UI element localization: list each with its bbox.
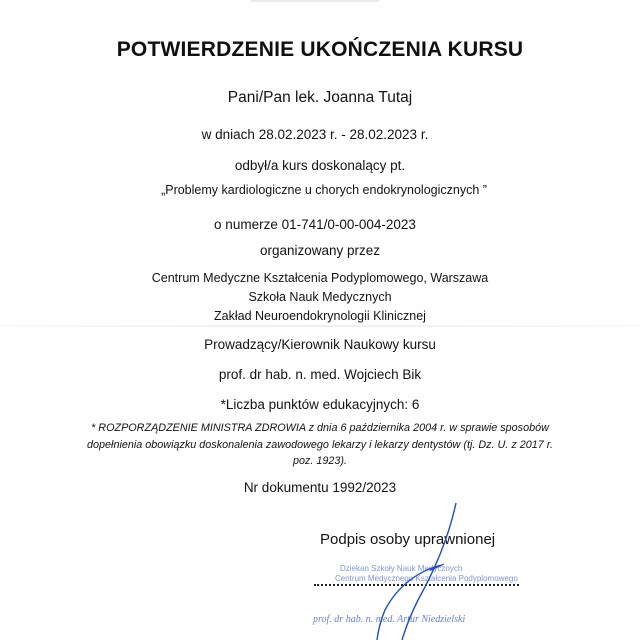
organizer-line: Centrum Medyczne Kształcenia Podyplomowego, Warszawa — [151, 271, 489, 285]
education-points: *Liczba punktów edukacyjnych: 6 — [220, 397, 420, 412]
organized-by-label: organizowany przez — [259, 243, 381, 258]
regulation-note-line: dopełnienia obowiązku doskonalenia zawodowego lekarzy i lekarzy dentystów (tj. Dz. U. z 2017 r. — [87, 439, 553, 451]
completed-line: odbył/a kurs doskonalący pt. — [234, 158, 406, 173]
organizer-line: Szkoła Nauk Medycznych — [248, 290, 392, 304]
stamp-line: Dziekan Szkoły Nauk Medycznych — [340, 564, 463, 573]
scan-artifact — [250, 0, 380, 2]
regulation-note-line: * ROZPORZĄDZENIE MINISTRA ZDROWIA z dnia 6 października 2004 r. w sprawie sposobów — [91, 422, 549, 434]
paper-fold-line — [0, 325, 640, 327]
stamp-signatory-name: prof. dr hab. n. med. Artur Niedzielski — [313, 614, 466, 625]
signature-label: Podpis osoby uprawnionej — [320, 531, 496, 548]
course-dates: w dniach 28.02.2023 r. - 28.02.2023 r. — [201, 127, 429, 142]
regulation-note-line: poz. 1923). — [292, 455, 348, 467]
signature-dotted-line — [314, 584, 519, 586]
course-number: o numerze 01-741/0-00-004-2023 — [214, 217, 416, 232]
course-title: „Problemy kardiologiczne u chorych endokrynologicznych ” — [161, 183, 487, 197]
document-title: POTWIERDZENIE UKOŃCZENIA KURSU — [116, 38, 524, 61]
organizer-line: Zakład Neuroendokrynologii Klinicznej — [214, 309, 426, 323]
course-leader-label: Prowadzący/Kierownik Naukowy kursu — [204, 337, 436, 352]
stamp-line: Centrum Medycznego Kształcenia Podyplomowego — [335, 574, 518, 583]
course-leader-name: prof. dr hab. n. med. Wojciech Bik — [218, 367, 422, 382]
document-number: Nr dokumentu 1992/2023 — [243, 480, 397, 495]
recipient-name: Pani/Pan lek. Joanna Tutaj — [227, 89, 413, 106]
